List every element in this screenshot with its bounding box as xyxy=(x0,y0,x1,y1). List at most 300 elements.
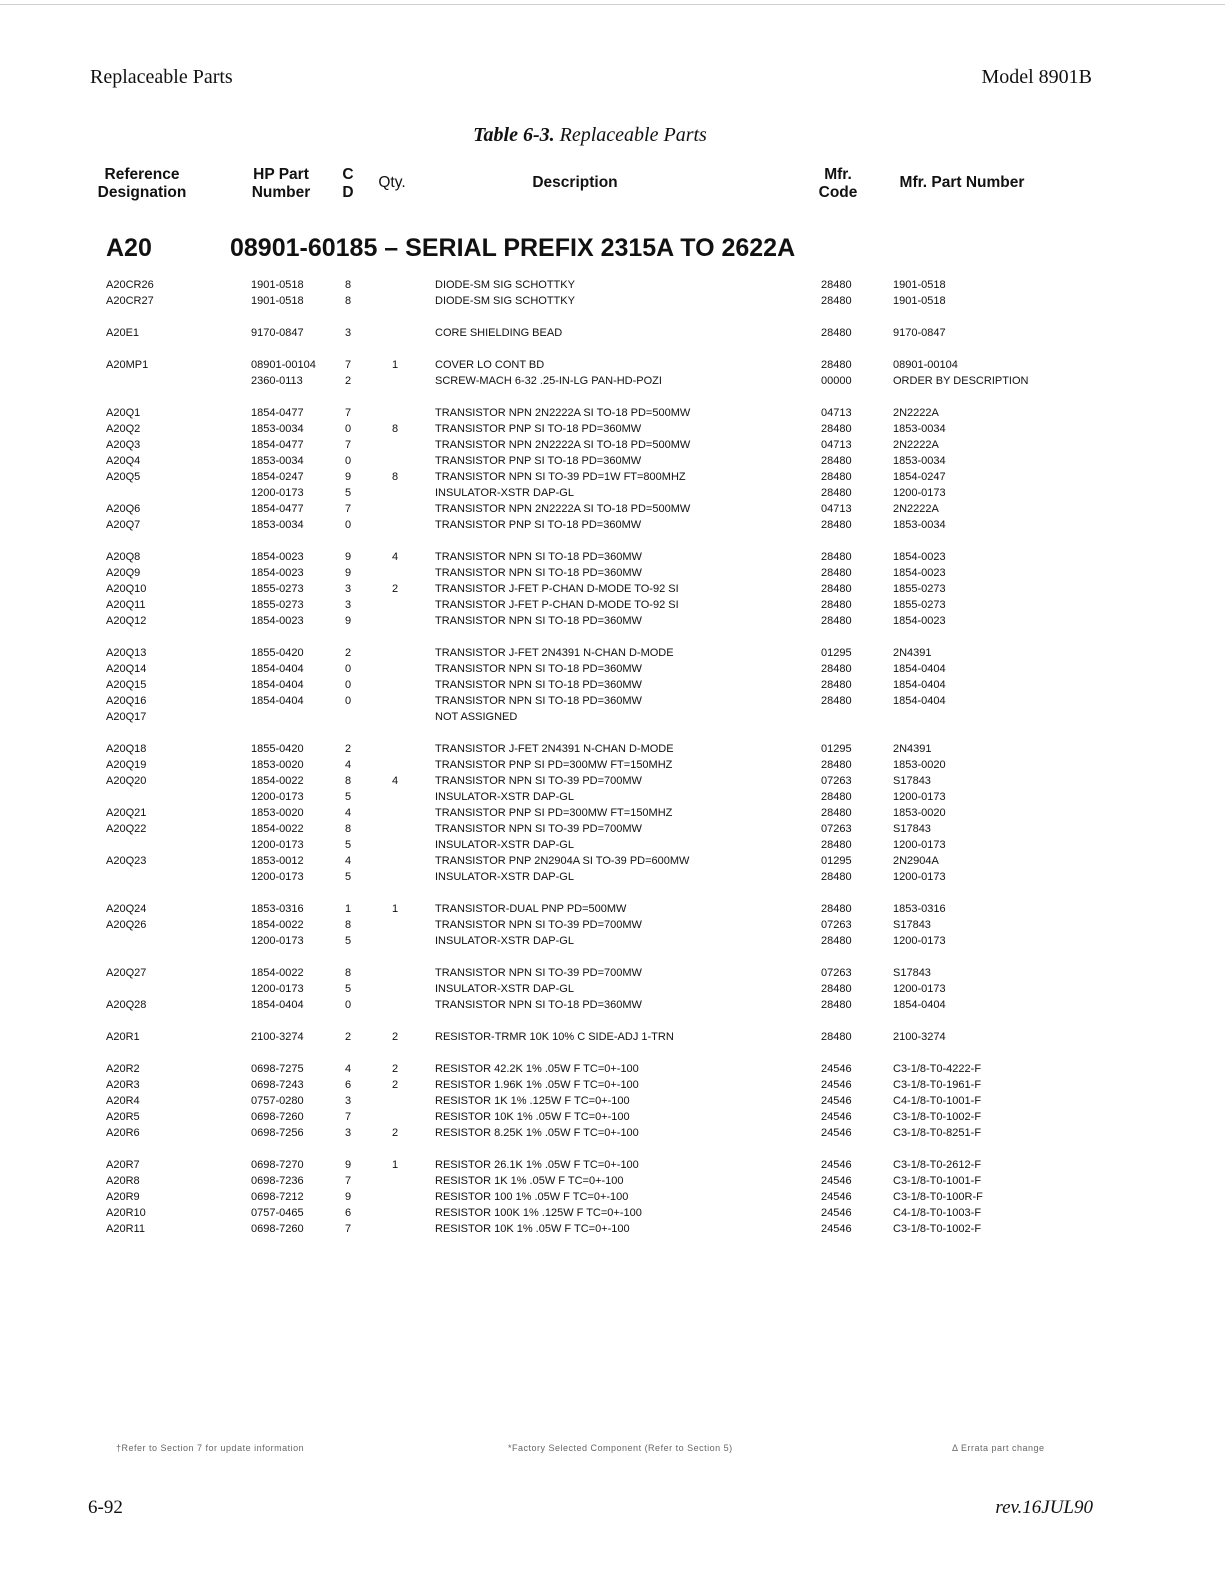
ref-cell: A20Q1 xyxy=(106,407,141,419)
table-row xyxy=(0,1093,1225,1109)
mfr-part-number-cell: S17843 xyxy=(893,919,931,931)
cd-cell: 8 xyxy=(345,295,352,307)
table-row xyxy=(0,645,1225,661)
ref-cell: A20R2 xyxy=(106,1063,140,1075)
mfr-part-number-cell: 1853-0020 xyxy=(893,807,946,819)
col-header-mfr-code xyxy=(812,166,864,202)
hp-part-cell: 1200-0173 xyxy=(251,839,304,851)
mfr-part-number-cell: 1200-0173 xyxy=(893,935,946,947)
mfr-code-cell: 07263 xyxy=(821,823,852,835)
mfr-part-number-cell: 1901-0518 xyxy=(893,295,946,307)
hp-part-cell: 1854-0477 xyxy=(251,503,304,515)
mfr-code-cell: 28480 xyxy=(821,759,852,771)
qty-cell: 2 xyxy=(392,583,399,595)
hp-part-cell: 0698-7212 xyxy=(251,1191,304,1203)
description-cell: RESISTOR 10K 1% .05W F TC=0+-100 xyxy=(435,1111,630,1123)
col-header-line: D xyxy=(342,184,354,201)
ref-cell: A20R5 xyxy=(106,1111,140,1123)
mfr-part-number-cell: C3-1/8-T0-4222-F xyxy=(893,1063,982,1075)
table-row xyxy=(0,517,1225,533)
description-cell: TRANSISTOR NPN 2N2222A SI TO-18 PD=500MW xyxy=(435,407,691,419)
mfr-code-cell: 28480 xyxy=(821,567,852,579)
mfr-part-number-cell: 2N2222A xyxy=(893,407,939,419)
assembly-title: 08901-60185 – SERIAL PREFIX 2315A TO 2622A xyxy=(230,234,796,262)
hp-part-cell: 1854-0404 xyxy=(251,679,304,691)
hp-part-cell: 2360-0113 xyxy=(251,375,303,387)
qty-cell: 2 xyxy=(392,1063,399,1075)
description-cell: RESISTOR 10K 1% .05W F TC=0+-100 xyxy=(435,1223,630,1235)
mfr-part-number-cell: 1854-0404 xyxy=(893,679,946,691)
ref-cell: A20Q3 xyxy=(106,439,141,451)
table-row xyxy=(0,1109,1225,1125)
description-cell: CORE SHIELDING BEAD xyxy=(435,327,563,339)
description-cell: RESISTOR 1.96K 1% .05W F TC=0+-100 xyxy=(435,1079,639,1091)
mfr-part-number-cell: 1854-0247 xyxy=(893,471,946,483)
hp-part-cell: 1854-0022 xyxy=(251,823,304,835)
ref-cell: A20Q24 xyxy=(106,903,147,915)
col-header-qty: Qty. xyxy=(378,174,406,191)
cd-cell: 4 xyxy=(345,1063,352,1075)
mfr-part-number-cell: 2N4391 xyxy=(893,743,932,755)
hp-part-cell: 1854-0023 xyxy=(251,615,304,627)
ref-cell: A20R1 xyxy=(106,1031,140,1043)
cd-cell: 2 xyxy=(345,743,352,755)
ref-cell: A20Q22 xyxy=(106,823,147,835)
table-row xyxy=(0,805,1225,821)
hp-part-cell: 1853-0034 xyxy=(251,423,304,435)
description-cell: TRANSISTOR J-FET 2N4391 N-CHAN D-MODE xyxy=(435,647,674,659)
description-cell: TRANSISTOR J-FET P-CHAN D-MODE TO-92 SI xyxy=(435,599,679,611)
col-header-reference xyxy=(92,166,192,202)
table-row xyxy=(0,693,1225,709)
description-cell: DIODE-SM SIG SCHOTTKY xyxy=(435,279,575,291)
qty-cell: 2 xyxy=(392,1127,399,1139)
ref-cell: A20Q9 xyxy=(106,567,141,579)
hp-part-cell: 1854-0022 xyxy=(251,967,304,979)
cd-cell: 3 xyxy=(345,1127,352,1139)
mfr-part-number-cell: S17843 xyxy=(893,967,931,979)
table-row xyxy=(0,1077,1225,1093)
table-row xyxy=(0,789,1225,805)
hp-part-cell: 1854-0023 xyxy=(251,567,304,579)
cd-cell: 4 xyxy=(345,807,352,819)
cd-cell: 8 xyxy=(345,823,352,835)
table-row xyxy=(0,1221,1225,1237)
description-cell: TRANSISTOR NPN 2N2222A SI TO-18 PD=500MW xyxy=(435,503,691,515)
hp-part-cell: 0698-7260 xyxy=(251,1111,304,1123)
description-cell: RESISTOR 8.25K 1% .05W F TC=0+-100 xyxy=(435,1127,639,1139)
cd-cell: 8 xyxy=(345,279,352,291)
ref-cell: A20Q17 xyxy=(106,711,147,723)
mfr-code-cell: 28480 xyxy=(821,471,852,483)
qty-cell: 8 xyxy=(392,471,399,483)
qty-cell: 2 xyxy=(392,1079,399,1091)
qty-cell: 1 xyxy=(392,1159,399,1171)
hp-part-cell: 1853-0034 xyxy=(251,519,304,531)
table-row xyxy=(0,917,1225,933)
ref-cell: A20R11 xyxy=(106,1223,145,1235)
table-row xyxy=(0,661,1225,677)
mfr-part-number-cell: 2N2904A xyxy=(893,855,939,867)
ref-cell: A20Q15 xyxy=(106,679,147,691)
table-row xyxy=(0,357,1225,373)
description-cell: INSULATOR-XSTR DAP-GL xyxy=(435,983,574,995)
description-cell: INSULATOR-XSTR DAP-GL xyxy=(435,487,574,499)
mfr-code-cell: 04713 xyxy=(821,407,852,419)
description-cell: INSULATOR-XSTR DAP-GL xyxy=(435,839,574,851)
ref-cell: A20R6 xyxy=(106,1127,140,1139)
ref-cell: A20Q2 xyxy=(106,423,141,435)
mfr-part-number-cell: 1855-0273 xyxy=(893,583,946,595)
ref-cell: A20CR27 xyxy=(106,295,154,307)
cd-cell: 9 xyxy=(345,1159,352,1171)
qty-cell: 1 xyxy=(392,359,399,371)
description-cell: RESISTOR 1K 1% .125W F TC=0+-100 xyxy=(435,1095,630,1107)
description-cell: TRANSISTOR NPN SI TO-18 PD=360MW xyxy=(435,551,642,563)
ref-cell: A20Q6 xyxy=(106,503,141,515)
hp-part-cell: 1854-0022 xyxy=(251,775,304,787)
col-header-hp-part xyxy=(236,166,326,202)
col-header-line: Code xyxy=(818,184,858,201)
table-row xyxy=(0,405,1225,421)
cd-cell: 6 xyxy=(345,1207,352,1219)
description-cell: COVER LO CONT BD xyxy=(435,359,545,371)
table-row xyxy=(0,453,1225,469)
cd-cell: 7 xyxy=(345,1175,352,1187)
hp-part-cell: 0698-7260 xyxy=(251,1223,304,1235)
hp-part-cell: 1200-0173 xyxy=(251,935,304,947)
hp-part-cell: 1855-0420 xyxy=(251,743,304,755)
mfr-code-cell: 28480 xyxy=(821,999,852,1011)
description-cell: RESISTOR 100K 1% .125W F TC=0+-100 xyxy=(435,1207,642,1219)
qty-cell: 8 xyxy=(392,423,399,435)
model-header: Model 8901B xyxy=(981,66,1092,88)
ref-cell: A20E1 xyxy=(106,327,140,339)
table-row xyxy=(0,1189,1225,1205)
description-cell: RESISTOR 100 1% .05W F TC=0+-100 xyxy=(435,1191,629,1203)
mfr-code-cell: 01295 xyxy=(821,647,852,659)
mfr-part-number-cell: 1854-0023 xyxy=(893,551,946,563)
cd-cell: 5 xyxy=(345,983,352,995)
cd-cell: 5 xyxy=(345,791,352,803)
cd-cell: 7 xyxy=(345,359,352,371)
table-row xyxy=(0,597,1225,613)
mfr-part-number-cell: 2N4391 xyxy=(893,647,932,659)
cd-cell: 9 xyxy=(345,551,352,563)
mfr-part-number-cell: C3-1/8-T0-8251-F xyxy=(893,1127,982,1139)
hp-part-cell: 1855-0273 xyxy=(251,583,304,595)
mfr-part-number-cell: C3-1/8-T0-2612-F xyxy=(893,1159,982,1171)
table-row xyxy=(0,821,1225,837)
table-row xyxy=(0,549,1225,565)
mfr-code-cell: 28480 xyxy=(821,695,852,707)
mfr-part-number-cell: 1901-0518 xyxy=(893,279,946,291)
description-cell: TRANSISTOR PNP SI TO-18 PD=360MW xyxy=(435,455,642,467)
col-header-line: Mfr. xyxy=(824,166,852,183)
mfr-part-number-cell: C3-1/8-T0-100R-F xyxy=(893,1191,983,1203)
ref-cell: A20Q21 xyxy=(106,807,147,819)
qty-cell: 1 xyxy=(392,903,399,915)
col-header-line: Number xyxy=(251,184,311,201)
mfr-part-number-cell: S17843 xyxy=(893,775,931,787)
mfr-code-cell: 28480 xyxy=(821,455,852,467)
hp-part-cell: 1200-0173 xyxy=(251,791,304,803)
table-row xyxy=(0,869,1225,885)
description-cell: RESISTOR 26.1K 1% .05W F TC=0+-100 xyxy=(435,1159,639,1171)
qty-cell: 4 xyxy=(392,551,399,563)
mfr-code-cell: 24546 xyxy=(821,1207,852,1219)
description-cell: TRANSISTOR J-FET P-CHAN D-MODE TO-92 SI xyxy=(435,583,679,595)
hp-part-cell: 0698-7256 xyxy=(251,1127,304,1139)
mfr-code-cell: 28480 xyxy=(821,423,852,435)
cd-cell: 5 xyxy=(345,487,352,499)
mfr-code-cell: 28480 xyxy=(821,807,852,819)
description-cell: DIODE-SM SIG SCHOTTKY xyxy=(435,295,575,307)
mfr-code-cell: 28480 xyxy=(821,1031,852,1043)
mfr-part-number-cell: 1855-0273 xyxy=(893,599,946,611)
table-row xyxy=(0,677,1225,693)
description-cell: TRANSISTOR NPN SI TO-18 PD=360MW xyxy=(435,663,642,675)
hp-part-cell: 1853-0020 xyxy=(251,759,304,771)
hp-part-cell: 0757-0465 xyxy=(251,1207,304,1219)
mfr-code-cell: 28480 xyxy=(821,359,852,371)
mfr-code-cell: 24546 xyxy=(821,1175,852,1187)
mfr-code-cell: 28480 xyxy=(821,615,852,627)
cd-cell: 8 xyxy=(345,919,352,931)
mfr-code-cell: 28480 xyxy=(821,551,852,563)
mfr-code-cell: 28480 xyxy=(821,487,852,499)
description-cell: TRANSISTOR NPN SI TO-18 PD=360MW xyxy=(435,695,642,707)
col-header-line: HP Part xyxy=(253,166,309,183)
mfr-part-number-cell: C4-1/8-T0-1003-F xyxy=(893,1207,982,1219)
footnote-update: †Refer to Section 7 for update information xyxy=(116,1443,305,1453)
description-cell: NOT ASSIGNED xyxy=(435,711,518,723)
table-row xyxy=(0,565,1225,581)
hp-part-cell: 1854-0404 xyxy=(251,663,304,675)
cd-cell: 3 xyxy=(345,583,352,595)
hp-part-cell: 1200-0173 xyxy=(251,983,304,995)
col-header-cd xyxy=(338,166,358,202)
table-row xyxy=(0,1173,1225,1189)
cd-cell: 5 xyxy=(345,839,352,851)
cd-cell: 7 xyxy=(345,1111,352,1123)
mfr-code-cell: 28480 xyxy=(821,903,852,915)
mfr-code-cell: 28480 xyxy=(821,519,852,531)
hp-part-cell: 1901-0518 xyxy=(251,279,304,291)
cd-cell: 3 xyxy=(345,327,352,339)
mfr-part-number-cell: 1854-0023 xyxy=(893,567,946,579)
description-cell: RESISTOR 1K 1% .05W F TC=0+-100 xyxy=(435,1175,624,1187)
col-header-line: Designation xyxy=(97,184,187,201)
table-row xyxy=(0,613,1225,629)
page-number: 6-92 xyxy=(88,1497,123,1518)
ref-cell: A20Q19 xyxy=(106,759,147,771)
table-row xyxy=(0,277,1225,293)
description-cell: SCREW-MACH 6-32 .25-IN-LG PAN-HD-POZI xyxy=(435,375,662,387)
ref-cell: A20Q11 xyxy=(106,599,146,611)
table-row xyxy=(0,901,1225,917)
cd-cell: 0 xyxy=(345,423,352,435)
hp-part-cell: 1853-0034 xyxy=(251,455,304,467)
cd-cell: 7 xyxy=(345,1223,352,1235)
mfr-code-cell: 28480 xyxy=(821,279,852,291)
cd-cell: 7 xyxy=(345,439,352,451)
table-row xyxy=(0,437,1225,453)
description-cell: TRANSISTOR PNP SI TO-18 PD=360MW xyxy=(435,423,642,435)
cd-cell: 0 xyxy=(345,695,352,707)
qty-cell: 2 xyxy=(392,1031,399,1043)
mfr-part-number-cell: 1853-0034 xyxy=(893,519,946,531)
ref-cell: A20Q5 xyxy=(106,471,141,483)
ref-cell: A20R3 xyxy=(106,1079,140,1091)
mfr-code-cell: 28480 xyxy=(821,983,852,995)
cd-cell: 0 xyxy=(345,455,352,467)
table-row xyxy=(0,853,1225,869)
mfr-code-cell: 01295 xyxy=(821,743,852,755)
mfr-code-cell: 28480 xyxy=(821,679,852,691)
description-cell: TRANSISTOR PNP SI TO-18 PD=360MW xyxy=(435,519,642,531)
mfr-code-cell: 24546 xyxy=(821,1223,852,1235)
hp-part-cell: 1901-0518 xyxy=(251,295,304,307)
cd-cell: 9 xyxy=(345,615,352,627)
mfr-code-cell: 28480 xyxy=(821,583,852,595)
mfr-code-cell: 28480 xyxy=(821,935,852,947)
hp-part-cell: 1853-0020 xyxy=(251,807,304,819)
table-row xyxy=(0,1205,1225,1221)
cd-cell: 3 xyxy=(345,599,352,611)
mfr-part-number-cell: C3-1/8-T0-1961-F xyxy=(893,1079,982,1091)
description-cell: RESISTOR-TRMR 10K 10% C SIDE-ADJ 1-TRN xyxy=(435,1031,674,1043)
table-row xyxy=(0,773,1225,789)
mfr-part-number-cell: 1200-0173 xyxy=(893,839,946,851)
mfr-part-number-cell: 1854-0023 xyxy=(893,615,946,627)
mfr-part-number-cell: 1200-0173 xyxy=(893,791,946,803)
cd-cell: 2 xyxy=(345,375,352,387)
hp-part-cell: 1854-0404 xyxy=(251,695,304,707)
mfr-code-cell: 28480 xyxy=(821,663,852,675)
mfr-part-number-cell: C3-1/8-T0-1002-F xyxy=(893,1223,982,1235)
description-cell: TRANSISTOR NPN SI TO-18 PD=360MW xyxy=(435,999,642,1011)
mfr-code-cell: 28480 xyxy=(821,599,852,611)
table-row xyxy=(0,501,1225,517)
cd-cell: 0 xyxy=(345,519,352,531)
cd-cell: 0 xyxy=(345,999,352,1011)
assembly-ref: A20 xyxy=(106,234,152,262)
ref-cell: A20R4 xyxy=(106,1095,140,1107)
cd-cell: 2 xyxy=(345,1031,352,1043)
table-number: Table 6-3. xyxy=(473,124,555,146)
cd-cell: 4 xyxy=(345,759,352,771)
mfr-part-number-cell: 1854-0404 xyxy=(893,695,946,707)
hp-part-cell: 0698-7236 xyxy=(251,1175,304,1187)
description-cell: TRANSISTOR NPN SI TO-39 PD=700MW xyxy=(435,967,642,979)
footnote-factory-selected: *Factory Selected Component (Refer to Section 5) xyxy=(508,1443,733,1453)
table-row xyxy=(0,1125,1225,1141)
col-header-line: Reference xyxy=(104,166,180,183)
mfr-code-cell: 24546 xyxy=(821,1127,852,1139)
mfr-part-number-cell: 1200-0173 xyxy=(893,983,946,995)
ref-cell: A20Q7 xyxy=(106,519,141,531)
mfr-part-number-cell: 1853-0034 xyxy=(893,423,946,435)
cd-cell: 8 xyxy=(345,775,352,787)
mfr-part-number-cell: 08901-00104 xyxy=(893,359,958,371)
hp-part-cell: 1854-0247 xyxy=(251,471,304,483)
ref-cell: A20Q4 xyxy=(106,455,141,467)
table-row xyxy=(0,933,1225,949)
table-caption: Replaceable Parts xyxy=(554,124,707,146)
mfr-part-number-cell: C3-1/8-T0-1002-F xyxy=(893,1111,982,1123)
description-cell: TRANSISTOR NPN SI TO-18 PD=360MW xyxy=(435,615,642,627)
mfr-code-cell: 07263 xyxy=(821,967,852,979)
table-row xyxy=(0,469,1225,485)
ref-cell: A20Q16 xyxy=(106,695,147,707)
col-header-mfr-part-number: Mfr. Part Number xyxy=(899,174,1025,191)
description-cell: TRANSISTOR NPN SI TO-18 PD=360MW xyxy=(435,679,642,691)
mfr-code-cell: 28480 xyxy=(821,839,852,851)
hp-part-cell: 0698-7243 xyxy=(251,1079,304,1091)
mfr-code-cell: 24546 xyxy=(821,1063,852,1075)
hp-part-cell: 1853-0316 xyxy=(251,903,304,915)
description-cell: TRANSISTOR NPN 2N2222A SI TO-18 PD=500MW xyxy=(435,439,691,451)
ref-cell: A20Q14 xyxy=(106,663,147,675)
cd-cell: 9 xyxy=(345,567,352,579)
ref-cell: A20R10 xyxy=(106,1207,146,1219)
mfr-part-number-cell: C3-1/8-T0-1001-F xyxy=(893,1175,982,1187)
qty-cell: 4 xyxy=(392,775,399,787)
table-row xyxy=(0,981,1225,997)
description-cell: TRANSISTOR NPN SI TO-39 PD=700MW xyxy=(435,823,642,835)
description-cell: TRANSISTOR NPN SI TO-18 PD=360MW xyxy=(435,567,642,579)
cd-cell: 4 xyxy=(345,855,352,867)
mfr-part-number-cell: 1200-0173 xyxy=(893,487,946,499)
ref-cell: A20CR26 xyxy=(106,279,154,291)
hp-part-cell: 1855-0273 xyxy=(251,599,304,611)
cd-cell: 0 xyxy=(345,679,352,691)
ref-cell: A20Q8 xyxy=(106,551,141,563)
mfr-part-number-cell: 2N2222A xyxy=(893,503,939,515)
ref-cell: A20R8 xyxy=(106,1175,140,1187)
description-cell: INSULATOR-XSTR DAP-GL xyxy=(435,871,574,883)
mfr-code-cell: 24546 xyxy=(821,1191,852,1203)
mfr-part-number-cell: 2N2222A xyxy=(893,439,939,451)
cd-cell: 5 xyxy=(345,871,352,883)
ref-cell: A20Q18 xyxy=(106,743,147,755)
description-cell: TRANSISTOR NPN SI TO-39 PD=1W FT=800MHZ xyxy=(435,471,686,483)
mfr-code-cell: 01295 xyxy=(821,855,852,867)
description-cell: TRANSISTOR PNP 2N2904A SI TO-39 PD=600MW xyxy=(435,855,690,867)
mfr-code-cell: 24546 xyxy=(821,1095,852,1107)
ref-cell: A20Q28 xyxy=(106,999,147,1011)
hp-part-cell: 1854-0023 xyxy=(251,551,304,563)
table-row xyxy=(0,581,1225,597)
table-row xyxy=(0,1061,1225,1077)
description-cell: RESISTOR 42.2K 1% .05W F TC=0+-100 xyxy=(435,1063,639,1075)
mfr-code-cell: 24546 xyxy=(821,1111,852,1123)
description-cell: TRANSISTOR-DUAL PNP PD=500MW xyxy=(435,903,627,915)
ref-cell: A20Q10 xyxy=(106,583,147,595)
table-row xyxy=(0,1029,1225,1045)
table-row xyxy=(0,837,1225,853)
table-row xyxy=(0,325,1225,341)
revision-date: rev.16JUL90 xyxy=(995,1497,1093,1518)
cd-cell: 5 xyxy=(345,935,352,947)
cd-cell: 7 xyxy=(345,503,352,515)
hp-part-cell: 1854-0477 xyxy=(251,407,304,419)
mfr-part-number-cell: 1854-0404 xyxy=(893,663,946,675)
hp-part-cell: 1854-0477 xyxy=(251,439,304,451)
hp-part-cell: 1854-0022 xyxy=(251,919,304,931)
description-cell: TRANSISTOR NPN SI TO-39 PD=700MW xyxy=(435,775,642,787)
